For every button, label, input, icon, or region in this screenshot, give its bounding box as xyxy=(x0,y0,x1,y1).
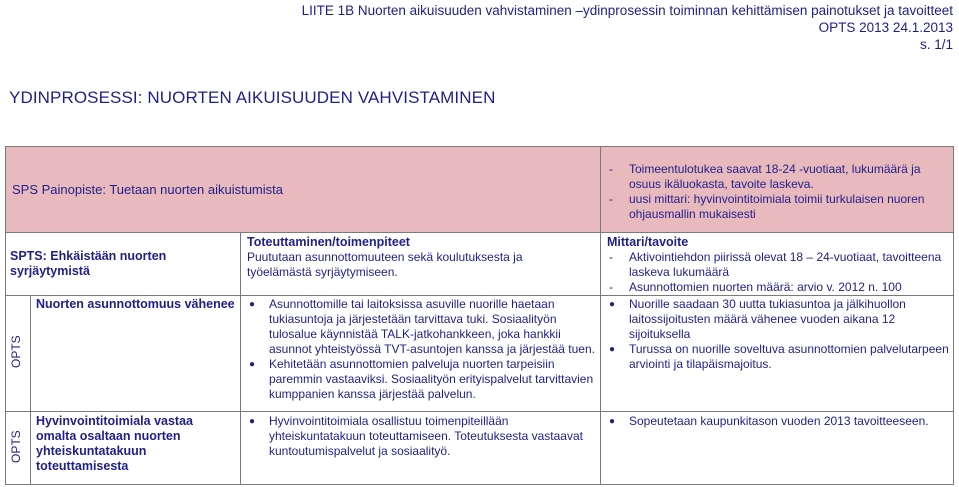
header-line-3: s. 1/1 xyxy=(919,37,953,52)
spts-goal: SPTS: Ehkäistään nuorten syrjäytymistä xyxy=(10,249,167,278)
grid-line xyxy=(953,146,954,485)
opts2-action-1: ● Hyvinvointitoimiala osallistuu toimenpiteillään yhteiskuntatakuun toteuttamiseen. Toteutuksesta vastaavat kuntoutumispalvelut ja sosiaalityö. xyxy=(243,414,595,459)
spts-metric-2: - Asunnottomien nuorten määrä: arvio v. 2012 n. 100 xyxy=(603,280,949,295)
actions-header: Toteuttaminen/toimenpiteet xyxy=(247,235,410,249)
opts2-metric-1: ● Sopeutetaan kaupunkitason vuoden 2013 tavoitteeseen. xyxy=(603,414,949,429)
opts-side-label-2: OPTS xyxy=(9,430,23,463)
focus-metric-1: - Toimeentulotukea saavat 18-24 -vuotiaat, lukumäärä ja osuus ikäluokasta, tavoite laskeva. xyxy=(603,162,949,192)
opts1-actions xyxy=(243,297,595,402)
header-line-1: LIITE 1B Nuorten aikuisuuden vahvistaminen –ydinprosessin toiminnan kehittämisen painotukset ja tavoitteet xyxy=(301,3,953,18)
opts1-metrics xyxy=(603,297,949,372)
grid-line xyxy=(5,484,954,485)
main-title: YDINPROSESSI: NUORTEN AIKUISUUDEN VAHVISTAMINEN xyxy=(9,88,496,107)
header-line-2: OPTS 2013 24.1.2013 xyxy=(818,20,953,35)
grid-line xyxy=(240,232,241,485)
opts1-action-1: ● Asunnottomille tai laitoksissa asuville nuorille haetaan tukiasuntoja ja järjestetään tarvittava tuki. Sosiaalityön tulosalue käynnistää TALK-jatkohankkeen, joka hankkii asunnot yhteistyössä TVT-asuntojen kanssa ja järjestää tuen. xyxy=(243,297,595,357)
spts-metric-1: - Aktivointiehdon piirissä olevat 18 – 24-vuotiaat, tavoitteena laskeva lukumäärä xyxy=(603,250,949,280)
focus-metrics xyxy=(603,162,949,222)
opts2-actions xyxy=(243,414,595,459)
grid-line xyxy=(30,295,31,485)
opts1-metric-2: ● Turussa on nuorille soveltuva asunnottomien palvelutarpeen arviointi ja tilapäismajoitus. xyxy=(603,342,949,372)
grid-line xyxy=(5,146,6,485)
grid-line xyxy=(600,146,601,485)
grid-line xyxy=(5,295,954,296)
opts1-metric-1: ● Nuorille saadaan 30 uutta tukiasuntoa ja jälkihuollon laitossijoitusten määrä vähenee vuoden aikana 12 sijoituksella xyxy=(603,297,949,342)
focus-metric-2: - uusi mittari: hyvinvointitoimiala toimii turkulaisen nuoren ohjausmallin mukaisesti xyxy=(603,192,949,222)
opts1-goal: Nuorten asunnottomuus vähenee xyxy=(36,297,235,311)
opts2-goal: Hyvinvointitoimiala vastaa omalta osaltaan nuorten yhteiskuntatakuun toteuttamisesta xyxy=(36,414,194,473)
opts2-metrics xyxy=(603,414,949,429)
grid-line xyxy=(5,146,954,147)
metrics-header: Mittari/tavoite xyxy=(607,235,689,249)
grid-line xyxy=(5,411,954,412)
spts-metrics xyxy=(603,250,949,295)
opts1-action-2: ● Kehitetään asunnottomien palveluja nuorten tarpeisiin paremmin vastaaviksi. Sosiaalityön erityispalvelut tarvittavien kumppanien kanssa järjestää palvelun. xyxy=(243,357,595,402)
focus-label: SPS Painopiste: Tuetaan nuorten aikuistumista xyxy=(12,182,283,197)
opts-side-label-1: OPTS xyxy=(9,335,23,368)
grid-line xyxy=(5,232,954,233)
actions-intro: Puututaan asunnottomuuteen sekä koulutuksesta ja työelämästä syrjäytymiseen. xyxy=(247,250,523,279)
